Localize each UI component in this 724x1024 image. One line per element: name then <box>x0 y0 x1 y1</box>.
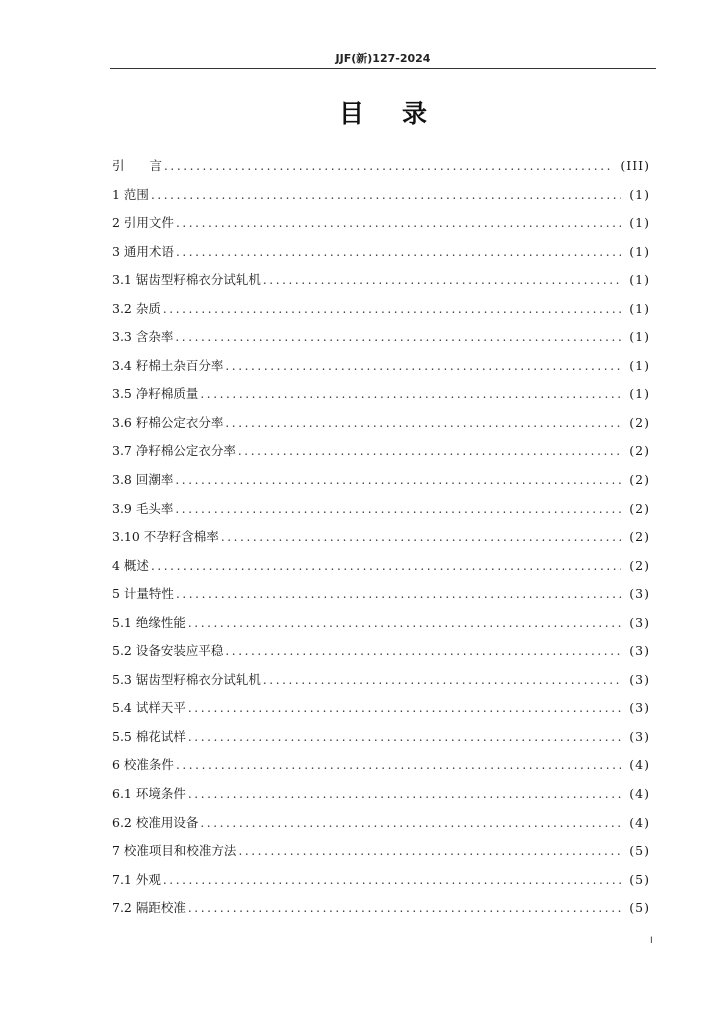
toc-entry-page: (4) <box>629 814 650 830</box>
toc-entry-page: (1) <box>629 357 650 373</box>
toc-entry[interactable] <box>112 266 650 295</box>
toc-entry-label: 4 概述 <box>112 557 149 573</box>
toc-entry-label: 1 范围 <box>112 186 149 202</box>
toc-entry-page: (3) <box>629 671 650 687</box>
toc-entry-label: 5.1 绝缘性能 <box>112 614 186 630</box>
toc-entry-label: 2 引用文件 <box>112 215 174 231</box>
toc-entry[interactable] <box>112 466 650 495</box>
dot-leader <box>151 552 621 581</box>
dot-leader <box>225 637 621 666</box>
toc-entry[interactable] <box>112 209 650 238</box>
toc-entry[interactable] <box>112 523 650 552</box>
toc-entry[interactable] <box>112 866 650 895</box>
toc-entry-label: 3.1 锯齿型籽棉衣分试轧机 <box>112 272 261 288</box>
dot-leader <box>175 323 621 352</box>
dot-leader <box>151 181 621 210</box>
toc-entry-label: 3.7 净籽棉公定衣分率 <box>112 443 236 459</box>
toc-entry[interactable] <box>112 352 650 381</box>
running-header: JJF(新)127-2024 <box>110 52 656 69</box>
toc-entry-page: (4) <box>629 757 650 773</box>
toc-entry[interactable] <box>112 609 650 638</box>
dot-leader <box>188 780 621 809</box>
dot-leader <box>221 523 621 552</box>
dot-leader <box>176 209 621 238</box>
toc-entry[interactable] <box>112 238 650 267</box>
toc-entry-label: 7.1 外观 <box>112 871 161 887</box>
toc-entry-label: 3.5 净籽棉质量 <box>112 386 199 402</box>
dot-leader <box>175 495 621 524</box>
dot-leader <box>176 580 621 609</box>
toc-entry-label: 3.10 不孕籽含棉率 <box>112 529 219 545</box>
toc-entry-label: 3 通用术语 <box>112 243 174 259</box>
toc-entry-label: 6.1 环境条件 <box>112 786 186 802</box>
toc-entry-page: (4) <box>629 786 650 802</box>
toc-entry-page: (5) <box>629 871 650 887</box>
toc-entry-label: 5.4 试样天平 <box>112 700 186 716</box>
dot-leader <box>188 894 621 923</box>
toc-entry-label: 引 言 <box>112 158 163 173</box>
toc-entry[interactable] <box>112 780 650 809</box>
toc-entry[interactable] <box>112 694 650 723</box>
toc-entry-page: (5) <box>629 900 650 916</box>
toc-entry-page: (1) <box>629 272 650 288</box>
toc-entry-page: (1) <box>629 215 650 231</box>
toc-entry-page: (1) <box>629 386 650 402</box>
toc-entry-label: 3.2 杂质 <box>112 300 161 316</box>
toc-entry-page: (3) <box>629 586 650 602</box>
toc-entry-label: 7 校准项目和校准方法 <box>112 843 237 859</box>
toc-entry-page: (1) <box>629 243 650 259</box>
toc-entry-label: 3.9 毛头率 <box>112 500 174 516</box>
toc-entry[interactable] <box>112 409 650 438</box>
dot-leader <box>163 866 621 895</box>
toc-entry[interactable] <box>112 637 650 666</box>
toc-entry-page: (1) <box>629 300 650 316</box>
dot-leader <box>263 266 621 295</box>
toc-entry-page: (3) <box>629 728 650 744</box>
toc-entry[interactable] <box>112 295 650 324</box>
toc-entry-page: (5) <box>629 843 650 859</box>
toc-entry-page: (3) <box>629 643 650 659</box>
dot-leader <box>225 409 621 438</box>
toc-entry[interactable] <box>112 181 650 210</box>
toc-entry[interactable] <box>112 837 650 866</box>
toc-entry[interactable] <box>112 495 650 524</box>
toc-entry[interactable] <box>112 323 650 352</box>
dot-leader <box>200 380 621 409</box>
dot-leader <box>188 694 621 723</box>
toc-entry-page: (III) <box>620 158 650 173</box>
toc-entry[interactable] <box>112 152 650 181</box>
toc-entry-page: (3) <box>629 614 650 630</box>
toc-entry-page: (1) <box>629 329 650 345</box>
toc-entry-label: 5.5 棉花试样 <box>112 728 186 744</box>
dot-leader <box>200 809 621 838</box>
toc-entry-page: (2) <box>629 557 650 573</box>
toc-entry-label: 5.3 锯齿型籽棉衣分试轧机 <box>112 671 261 687</box>
toc-entry-page: (2) <box>629 529 650 545</box>
toc-entry[interactable] <box>112 894 650 923</box>
toc-entry-page: (2) <box>629 472 650 488</box>
toc-entry-label: 7.2 隔距校准 <box>112 900 186 916</box>
toc-entry-label: 6 校准条件 <box>112 757 174 773</box>
toc-entry-label: 5 计量特性 <box>112 586 174 602</box>
dot-leader <box>188 723 621 752</box>
dot-leader <box>188 609 621 638</box>
page-title: 目录 <box>338 99 465 128</box>
toc-entry-label: 3.3 含杂率 <box>112 329 174 345</box>
dot-leader <box>176 751 621 780</box>
dot-leader <box>176 238 621 267</box>
table-of-contents <box>112 152 650 923</box>
toc-entry-label: 6.2 校准用设备 <box>112 814 199 830</box>
toc-entry[interactable] <box>112 552 650 581</box>
toc-entry[interactable] <box>112 723 650 752</box>
toc-entry[interactable] <box>112 380 650 409</box>
toc-entry-page: (3) <box>629 700 650 716</box>
toc-entry-page: (2) <box>629 500 650 516</box>
dot-leader <box>263 666 621 695</box>
toc-entry[interactable] <box>112 666 650 695</box>
toc-entry[interactable] <box>112 437 650 466</box>
toc-entry[interactable] <box>112 751 650 780</box>
toc-entry-label: 3.8 回潮率 <box>112 472 174 488</box>
dot-leader <box>164 152 612 181</box>
toc-entry-page: (2) <box>629 443 650 459</box>
toc-entry-label: 3.4 籽棉土杂百分率 <box>112 357 224 373</box>
toc-entry-label: 5.2 设备安装应平稳 <box>112 643 224 659</box>
toc-entry[interactable] <box>112 809 650 838</box>
toc-entry-label: 3.6 籽棉公定衣分率 <box>112 414 224 430</box>
dot-leader <box>238 837 621 866</box>
toc-entry[interactable] <box>112 580 650 609</box>
dot-leader <box>175 466 621 495</box>
dot-leader <box>238 437 621 466</box>
dot-leader <box>225 352 621 381</box>
page-folio: I <box>650 936 653 946</box>
toc-entry-page: (1) <box>629 186 650 202</box>
dot-leader <box>163 295 621 324</box>
toc-entry-page: (2) <box>629 414 650 430</box>
